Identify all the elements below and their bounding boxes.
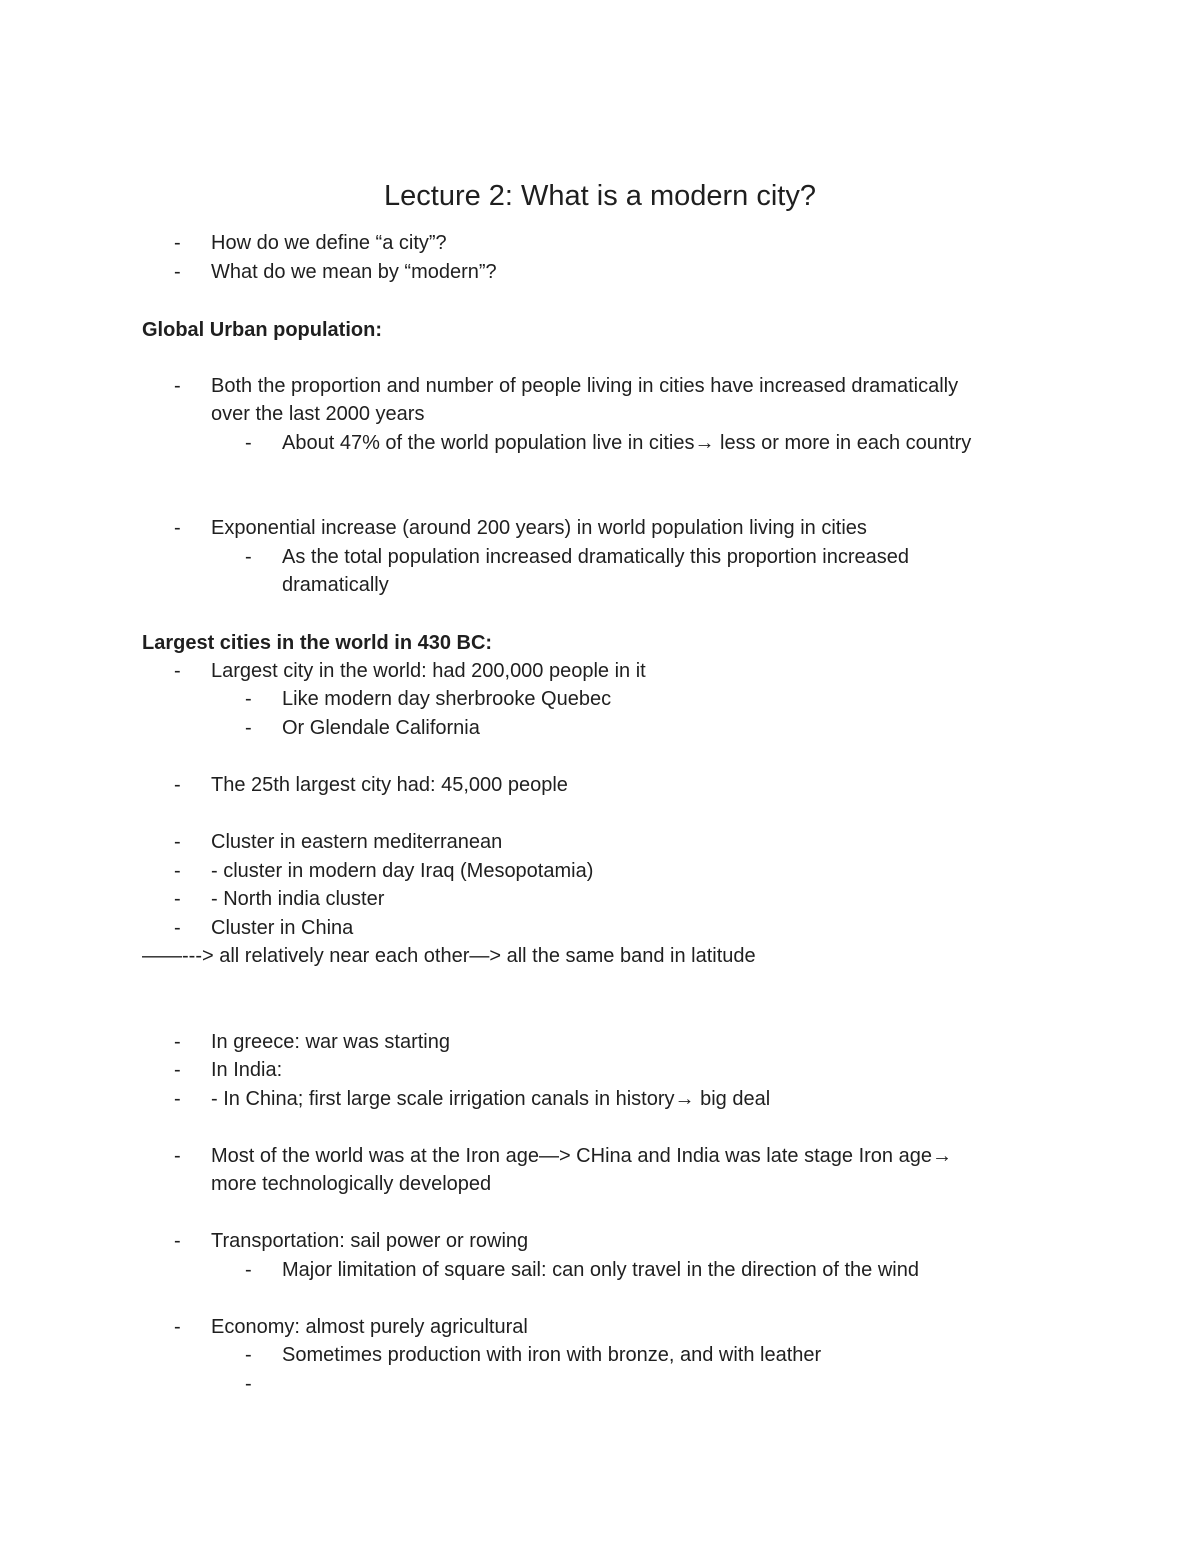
sub-bullet-dash: - [245, 717, 252, 739]
list-item: - North india cluster [211, 888, 385, 910]
sub-list-item: Like modern day sherbrooke Quebec [282, 688, 612, 710]
list-item: - In China; first large scale irrigation canals in history→ big deal [211, 1088, 771, 1110]
bullet-dash: - [174, 375, 181, 397]
list-item-continuation: over the last 2000 years [211, 403, 425, 425]
list-item: Most of the world was at the Iron age—> CHina and India was late stage Iron age→ [211, 1145, 952, 1167]
bullet-dash: - [174, 1230, 181, 1252]
bullet-dash: - [174, 517, 181, 539]
bullet-dash: - [174, 1145, 181, 1167]
sub-list-item: About 47% of the world population live in cities→ less or more in each country [282, 432, 972, 454]
sub-bullet-dash: - [245, 688, 252, 710]
section-heading-global: Global Urban population: [142, 319, 382, 341]
sub-list-item: Sometimes production with iron with bronze, and with leather [282, 1344, 822, 1366]
list-item: In India: [211, 1059, 283, 1081]
sub-list-item: As the total population increased dramatically this proportion increased [282, 546, 910, 568]
page-title: Lecture 2: What is a modern city? [384, 180, 816, 212]
bullet-dash: - [174, 660, 181, 682]
list-item: Cluster in eastern mediterranean [211, 831, 503, 853]
sub-bullet-dash: - [245, 432, 252, 454]
list-item: - cluster in modern day Iraq (Mesopotamia) [211, 860, 594, 882]
bullet-dash: - [174, 917, 181, 939]
bullet-dash: - [174, 860, 181, 882]
list-item: In greece: war was starting [211, 1031, 450, 1053]
list-item: Economy: almost purely agricultural [211, 1316, 528, 1338]
bullet-dash: - [174, 261, 181, 283]
list-item: Largest city in the world: had 200,000 people in it [211, 660, 646, 682]
arrow-note: ——---> all relatively near each other—> all the same band in latitude [142, 945, 756, 967]
list-item: The 25th largest city had: 45,000 people [211, 774, 568, 796]
bullet-dash: - [174, 774, 181, 796]
bullet-dash: - [174, 1031, 181, 1053]
bullet-dash: - [174, 1316, 181, 1338]
sub-bullet-dash: - [245, 546, 252, 568]
list-item: Transportation: sail power or rowing [211, 1230, 529, 1252]
section-heading-largest: Largest cities in the world in 430 BC: [142, 632, 493, 654]
bullet-dash: - [174, 232, 181, 254]
sub-bullet-dash: - [245, 1373, 252, 1395]
sub-list-item-continuation: dramatically [282, 574, 389, 596]
intro-question: What do we mean by “modern”? [211, 261, 497, 283]
sub-list-item: Or Glendale California [282, 717, 480, 739]
list-item: Exponential increase (around 200 years) in world population living in cities [211, 517, 867, 539]
bullet-dash: - [174, 888, 181, 910]
bullet-dash: - [174, 1088, 181, 1110]
intro-question: How do we define “a city”? [211, 232, 447, 254]
sub-bullet-dash: - [245, 1344, 252, 1366]
list-item-continuation: more technologically developed [211, 1173, 492, 1195]
bullet-dash: - [174, 831, 181, 853]
bullet-dash: - [174, 1059, 181, 1081]
list-item: Cluster in China [211, 917, 354, 939]
list-item: Both the proportion and number of people living in cities have increased dramatically [211, 375, 959, 397]
sub-bullet-dash: - [245, 1259, 252, 1281]
sub-list-item: Major limitation of square sail: can only travel in the direction of the wind [282, 1259, 919, 1281]
